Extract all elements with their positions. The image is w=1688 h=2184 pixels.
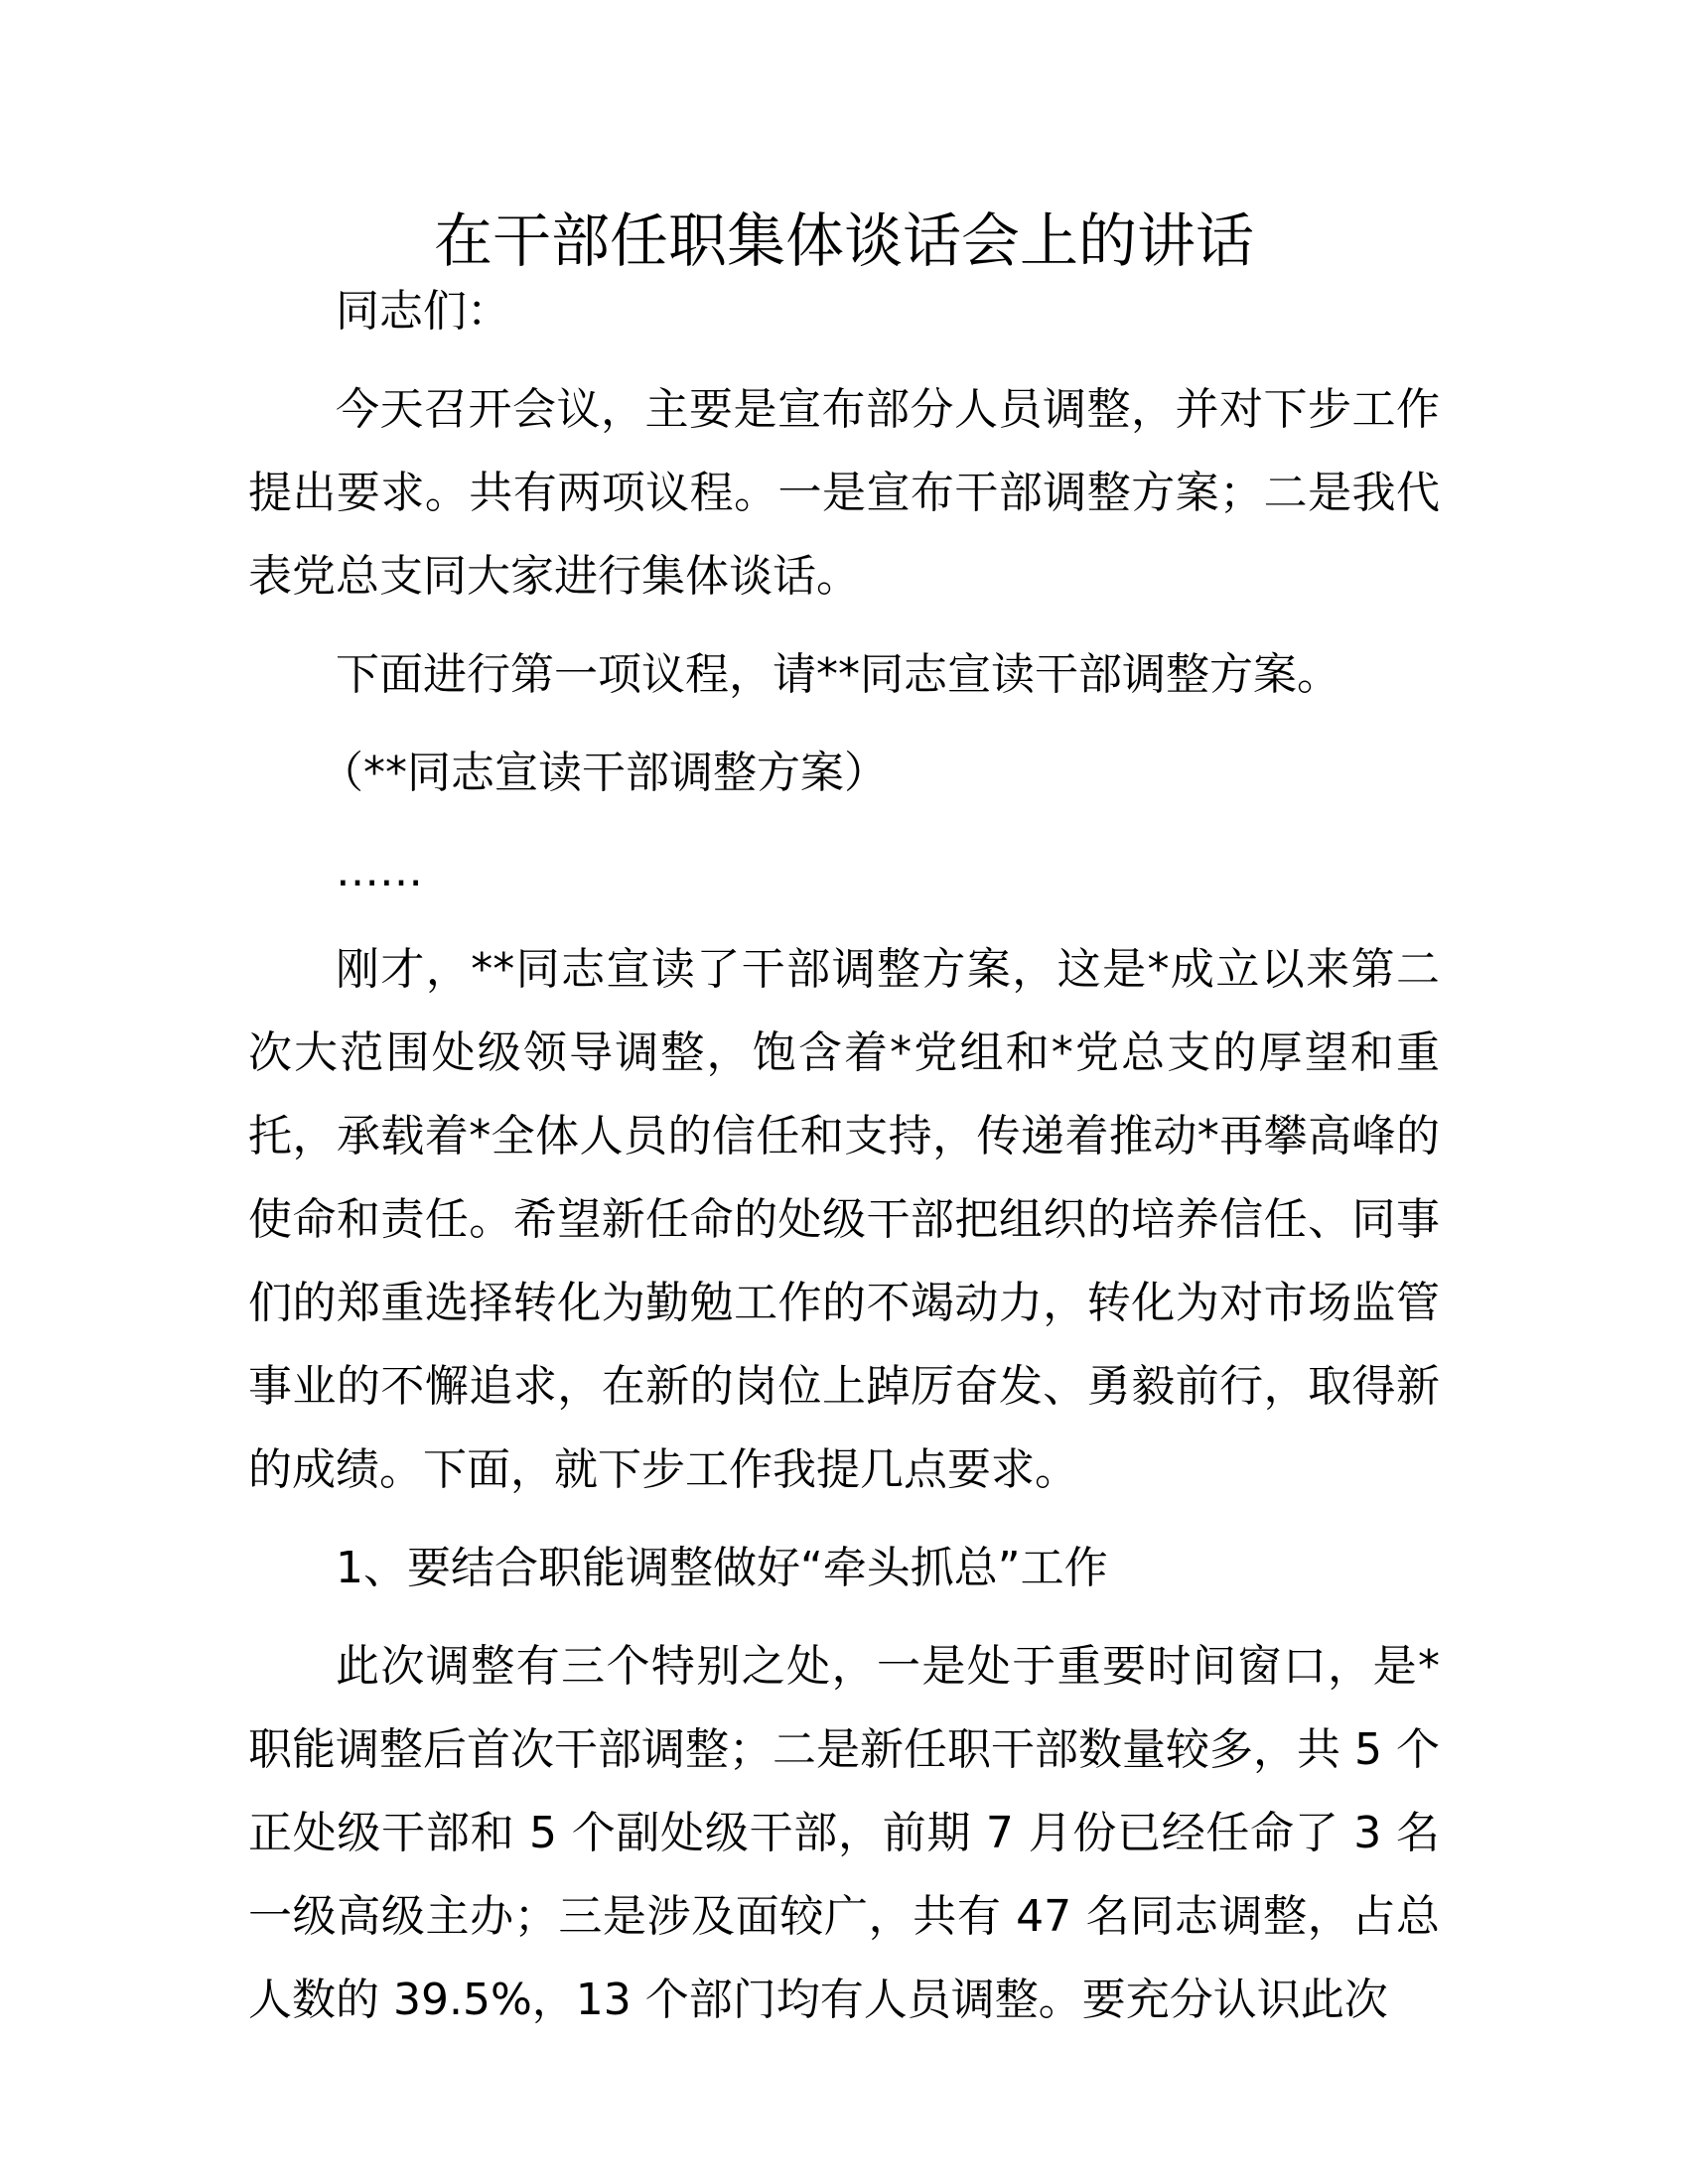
- agenda-item-paragraph: 下面进行第一项议程，请**同志宣读干部调整方案。: [336, 649, 1340, 700]
- salutation-paragraph: 同志们：: [336, 286, 510, 337]
- adjustment-details-paragraph: 此次调整有三个特别之处，一是处于重要时间窗口，是*职能调整后首次干部调整；二是新任职干部数量较多，共 5 个正处级干部和 5 个副处级干部，前期 7 月份已经任命了 3 名一级高级主办；三是涉及面较广，共有 47 名同志调整，占总人数的 39.5%，13 个部门均有人员调整。要充分认识此次: [248, 1641, 1440, 2025]
- document-title: 在干部任职集体谈话会上的讲话: [433, 206, 1254, 275]
- opening-paragraph: 今天召开会议，主要是宣布部分人员调整，并对下步工作提出要求。共有两项议程。一是宣布干部调整方案；二是我代表党总支同大家进行集体谈话。: [248, 384, 1440, 602]
- document-body: [248, 270, 1440, 2057]
- ellipsis-paragraph: ……: [336, 846, 423, 896]
- stage-note-paragraph: （**同志宣读干部调整方案）: [320, 748, 888, 798]
- section-heading-1: 1、要结合职能调整做好“牵头抓总”工作: [336, 1543, 1108, 1593]
- remarks-paragraph: 刚才，**同志宣读了干部调整方案，这是*成立以来第二次大范围处级领导调整，饱含着*党组和*党总支的厚望和重托，承载着*全体人员的信任和支持，传递着推动*再攀高峰的使命和责任。希望新任命的处级干部把组织的培养信任、同事们的郑重选择转化为勤勉工作的不竭动力，转化为对市场监管事业的不懈追求，在新的岗位上踔厉奋发、勇毅前行，取得新的成绩。下面，就下步工作我提几点要求。: [248, 944, 1440, 1495]
